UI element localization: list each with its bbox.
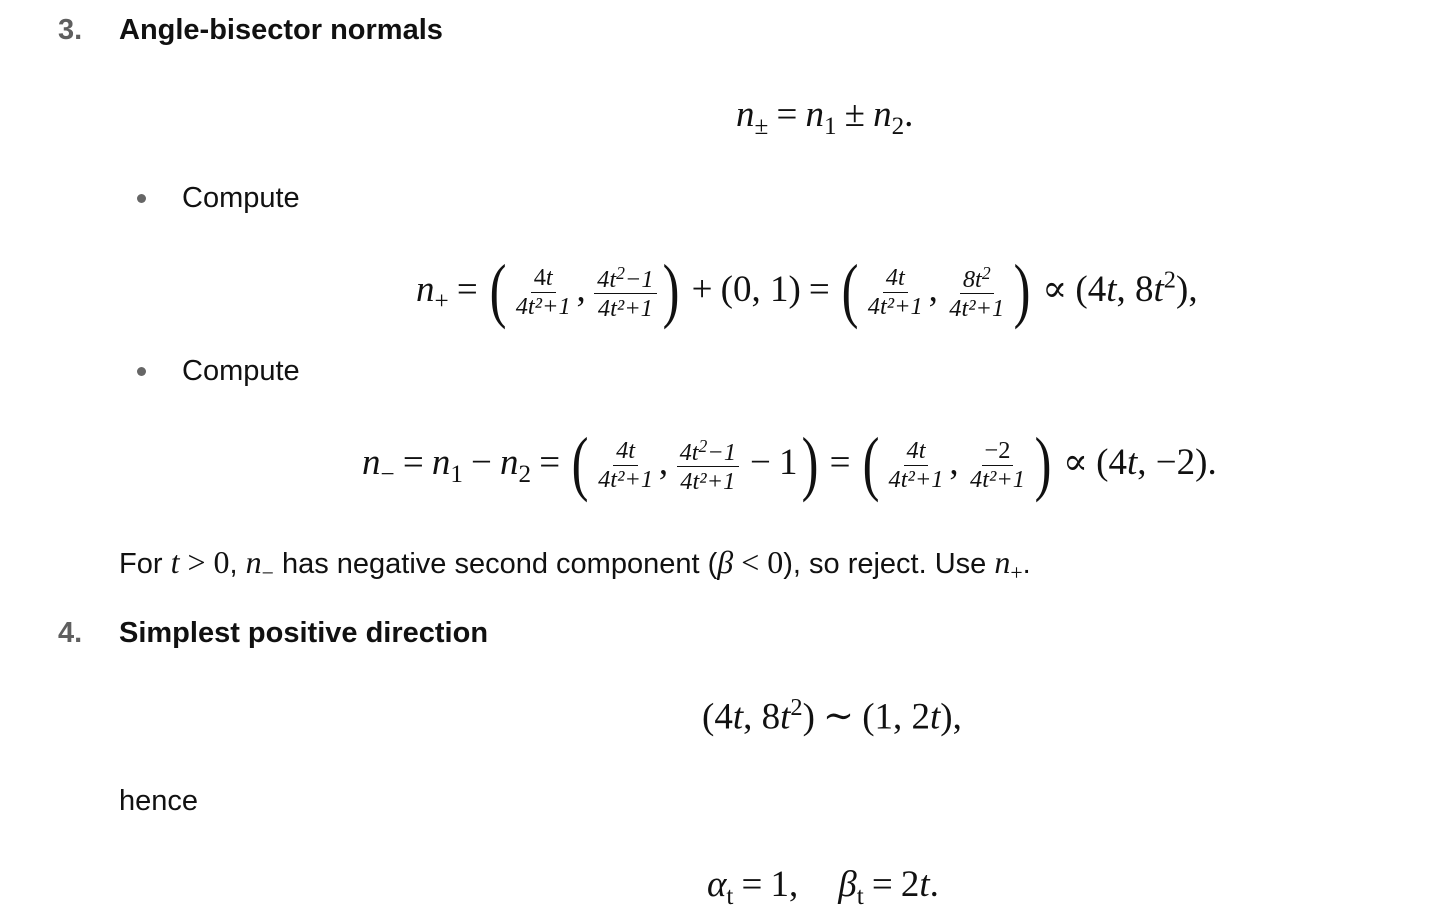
fraction: $\frac{4t^2-1}{\text{4t²+1}}$	[594, 264, 656, 322]
final-coefficients-formula: $\alpha_t = 1$, $\beta_t = 2t$.	[707, 864, 939, 911]
bullet-icon	[137, 367, 146, 376]
fraction: $\frac{-2}{\text{4t²+1}}$	[970, 437, 1025, 494]
step-title: Simplest positive direction	[119, 617, 489, 649]
step-number: 4.	[58, 617, 83, 649]
step-number: 3.	[58, 14, 83, 46]
n-plus-formula: $n_+$ = ( $\frac{4t}{\text{4t²+1}}$ , $\frac{4t^2-1}{\text{4t²+1}}$ ) + (0, 1) = ( $\frac{4t}{\text{4t²+1}}$ , $\frac{8t^2}{\text{4t²+1}}$ ) ∝ (4t, $8t^2$),	[416, 250, 1198, 330]
fraction: $\frac{4t}{\text{4t²+1}}$	[888, 437, 944, 494]
step-title: Angle-bisector normals	[119, 14, 443, 46]
fraction: $\frac{4t}{\text{4t²+1}}$	[598, 437, 654, 494]
fraction: $\frac{4t}{\text{4t²+1}}$	[867, 264, 923, 321]
fraction: $\frac{4t^2-1}{\text{4t²+1}}$	[677, 437, 739, 495]
n-minus-formula: $n_- = n_1 - n_2$ = ( $\frac{4t}{\text{4t²+1}}$ , $\frac{4t^2-1}{\text{4t²+1}}$ − 1) = ( $\frac{4t}{\text{4t²+1}}$ , $\frac{-2}{\text{4t²+1}}$ ) ∝ (4t, −2).	[362, 423, 1217, 503]
rejection-note: For t > 0, $n_-$ has negative second component (β < 0), so reject. Use $n_+$.	[119, 544, 1031, 585]
bullet-label: Compute	[182, 355, 300, 387]
hence-text: hence	[119, 785, 199, 817]
direction-formula: (4t, $8t^2$) ∼ (1, 2t),	[702, 694, 962, 738]
bisector-normals-formula: $n_\pm = n_1 \pm n_2$.	[736, 94, 914, 141]
bullet-icon	[137, 194, 146, 203]
fraction: $\frac{4t}{\text{4t²+1}}$	[515, 264, 571, 321]
fraction: $\frac{8t^2}{\text{4t²+1}}$	[949, 262, 1005, 322]
bullet-label: Compute	[182, 182, 300, 214]
